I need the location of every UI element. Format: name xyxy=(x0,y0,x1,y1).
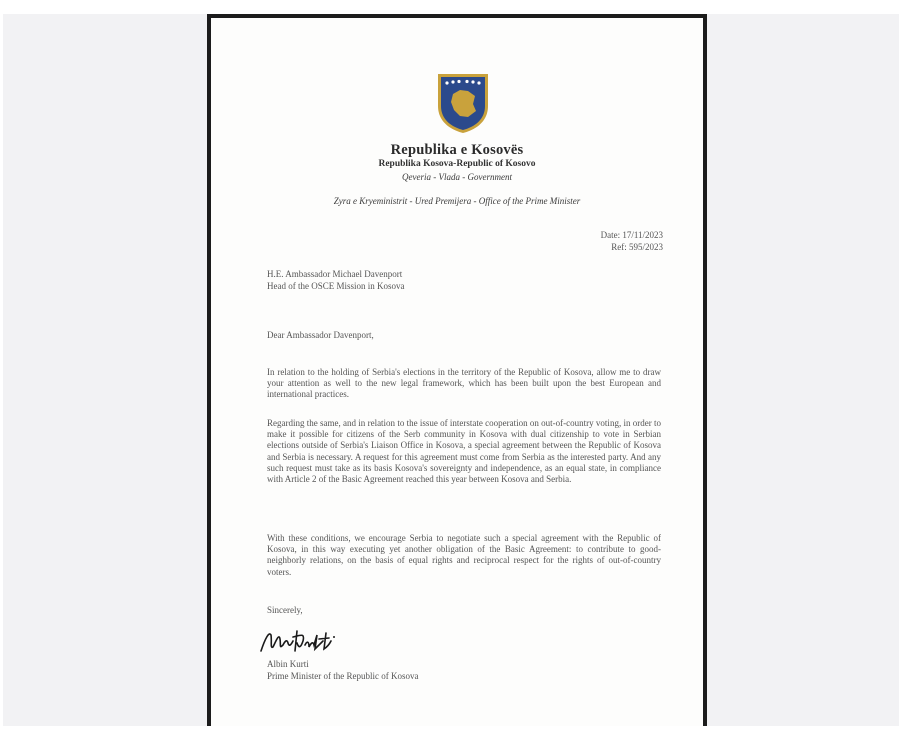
recipient-name: H.E. Ambassador Michael Davenport xyxy=(267,269,403,279)
kosovo-coat-of-arms-icon xyxy=(435,72,491,134)
government-line: Qeveria - Vlada - Government xyxy=(402,172,512,182)
letter-page xyxy=(207,14,707,726)
closing: Sincerely, xyxy=(267,605,303,615)
handwritten-signature-icon xyxy=(257,621,345,659)
body-paragraph-2: Regarding the same, and in relation to the issue of interstate cooperation on out-of-country voting, in order to make it possible for citizens of the Serb community in Kosova with dual citizenship to vote in Serbian elections outside of Serbia's Liaison Office in Kosova, a special agreement between the Republic of Kosova and Serbia is necessary. A request for this agreement must come from Serbia as the interested party. And any such request must take as its basis Kosova's sovereignty and independence, as an equal state, in compliance with Article 2 of the Basic Agreement reached this year between Kosova and Serbia. xyxy=(267,418,661,485)
recipient-title: Head of the OSCE Mission in Kosova xyxy=(267,281,405,291)
salutation: Dear Ambassador Davenport, xyxy=(267,330,374,340)
republic-name-multilingual: Republika Kosova-Republic of Kosovo xyxy=(378,159,536,169)
office-line: Zyra e Kryeministrit - Ured Premijera - Office of the Prime Minister xyxy=(333,196,581,206)
body-paragraph-1: In relation to the holding of Serbia's elections in the territory of the Republic of Kosova, allow me to draw your attention as well to the new legal framework, which has been built upon the best European and international practices. xyxy=(267,367,661,400)
letter-reference: Ref: 595/2023 xyxy=(611,242,663,252)
body-paragraph-3: With these conditions, we encourage Serbia to negotiate such a special agreement with the Republic of Kosova, in this way executing yet another obligation of the Basic Agreement: to contribute to good-neighborly relations, on the basis of equal rights and reciprocal respect for the rights of out-of-country voters. xyxy=(267,533,661,577)
signatory-name: Albin Kurti xyxy=(267,659,309,669)
republic-name-albanian: Republika e Kosovës xyxy=(390,142,524,158)
signatory-title: Prime Minister of the Republic of Kosova xyxy=(267,671,419,681)
letter-date: Date: 17/11/2023 xyxy=(600,230,663,240)
